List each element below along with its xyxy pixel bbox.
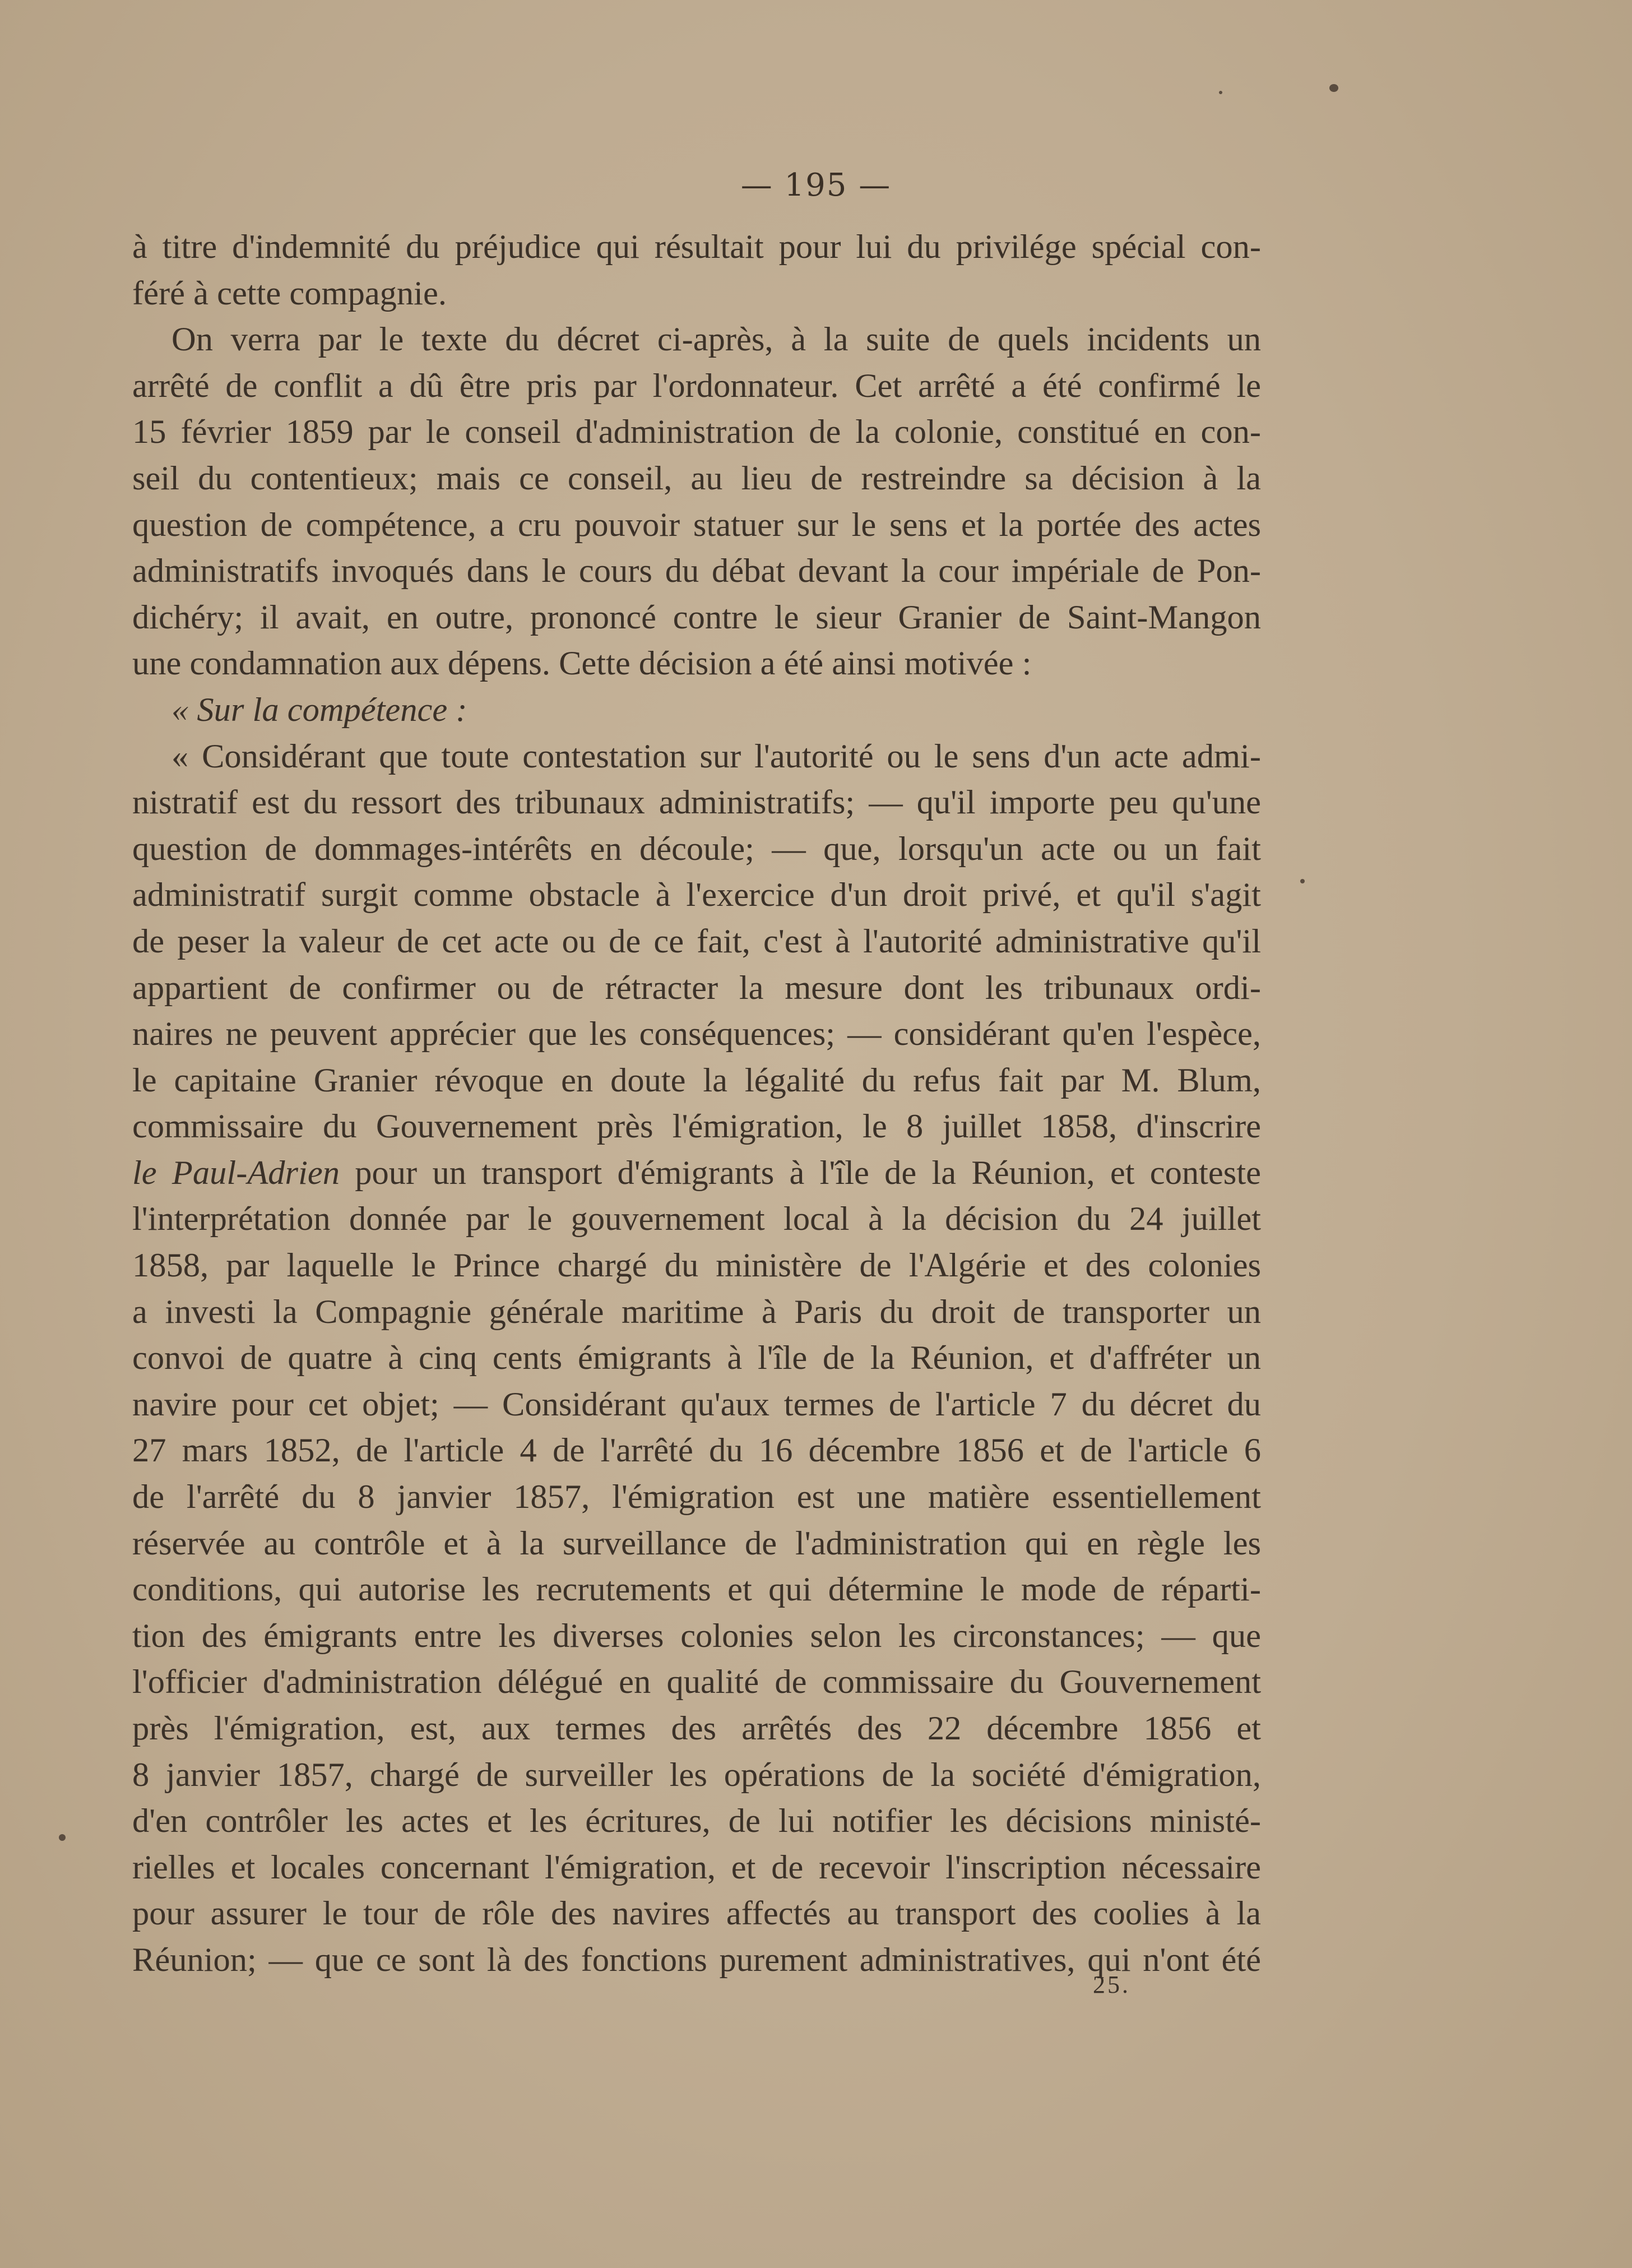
text-line: « Sur la compétence : bbox=[171, 691, 467, 729]
text-line: 15 février 1859 par le conseil d'administration de la colonie, constitué en con- bbox=[132, 413, 1261, 451]
text-line: On verra par le texte du décret ci-après, à la suite de quels incidents un bbox=[171, 321, 1261, 359]
text-line: près l'émigration, est, aux termes des arrêtés des 22 décembre 1856 et bbox=[132, 1710, 1261, 1747]
body-text bbox=[132, 224, 1261, 1984]
text-line: question de compétence, a cru pouvoir statuer sur le sens et la portée des actes bbox=[132, 506, 1261, 544]
text-line: question de dommages-intérêts en découle; — que, lorsqu'un acte ou un fait bbox=[132, 830, 1261, 868]
text-line: une condamnation aux dépens. Cette décision a été ainsi motivée : bbox=[132, 645, 1032, 683]
text-line: seil du contentieux; mais ce conseil, au lieu de restreindre sa décision à la bbox=[132, 459, 1261, 497]
text-line: l'officier d'administration délégué en qualité de commissaire du Gouvernement bbox=[132, 1663, 1261, 1701]
text-line: convoi de quatre à cinq cents émigrants à l'île de la Réunion, et d'affréter un bbox=[132, 1339, 1261, 1377]
text-line: de peser la valeur de cet acte ou de ce fait, c'est à l'autorité administrative qu'il bbox=[132, 922, 1261, 960]
text-line: 1858, par laquelle le Prince chargé du ministère de l'Algérie et des colonies bbox=[132, 1247, 1261, 1285]
text-line: conditions, qui autorise les recrutements et qui détermine le mode de réparti- bbox=[132, 1571, 1261, 1609]
text-line: le Paul-Adrien pour un transport d'émigrants à l'île de la Réunion, et conteste bbox=[132, 1154, 1261, 1192]
text-line: d'en contrôler les actes et les écritures, de lui notifier les décisions ministé- bbox=[132, 1802, 1261, 1840]
text-line: le capitaine Granier révoque en doute la légalité du refus fait par M. Blum, bbox=[132, 1061, 1261, 1099]
ink-speck bbox=[1329, 84, 1338, 92]
text-line: navire pour cet objet; — Considérant qu'aux termes de l'article 7 du décret du bbox=[132, 1385, 1261, 1423]
ink-speck bbox=[1300, 879, 1305, 883]
text-line: 8 janvier 1857, chargé de surveiller les opérations de la société d'émigration, bbox=[132, 1756, 1261, 1794]
text-line: commissaire du Gouvernement près l'émigration, le 8 juillet 1858, d'inscrire bbox=[132, 1108, 1261, 1146]
text-line: 27 mars 1852, de l'article 4 de l'arrêté du 16 décembre 1856 et de l'article 6 bbox=[132, 1432, 1261, 1470]
signature-mark: 25. bbox=[1093, 1971, 1130, 1998]
text-line: naires ne peuvent apprécier que les conséquences; — considérant qu'en l'espèce, bbox=[132, 1015, 1261, 1053]
text-line: appartient de confirmer ou de rétracter la mesure dont les tribunaux ordi- bbox=[132, 969, 1261, 1007]
ink-speck bbox=[59, 1834, 66, 1841]
text-line: administratif surgit comme obstacle à l'exercice d'un droit privé, et qu'il s'agit bbox=[132, 876, 1261, 914]
text-line: tion des émigrants entre les diverses colonies selon les circonstances; — que bbox=[132, 1617, 1261, 1655]
text-line: féré à cette compagnie. bbox=[132, 274, 447, 312]
ink-speck bbox=[1219, 91, 1222, 94]
text-line: pour assurer le tour de rôle des navires affectés au transport des coolies à la bbox=[132, 1895, 1261, 1933]
text-line: « Considérant que toute contestation sur l'autorité ou le sens d'un acte admi- bbox=[171, 737, 1261, 775]
ship-name: le Paul-Adrien bbox=[132, 1154, 340, 1192]
text-line: de l'arrêté du 8 janvier 1857, l'émigration est une matière essentiellement bbox=[132, 1478, 1261, 1516]
text-line: réservée au contrôle et à la surveillance de l'administration qui en règle les bbox=[132, 1524, 1261, 1562]
text-line: arrêté de conflit a dû être pris par l'ordonnateur. Cet arrêté a été confirmé le bbox=[132, 367, 1261, 405]
text-line: administratifs invoqués dans le cours du débat devant la cour impériale de Pon- bbox=[132, 552, 1261, 590]
text-line: nistratif est du ressort des tribunaux administratifs; — qu'il importe peu qu'une bbox=[132, 784, 1261, 822]
text-line: dichéry; il avait, en outre, prononcé contre le sieur Granier de Saint-Mangon bbox=[132, 598, 1261, 636]
text-line: Réunion; — que ce sont là des fonctions purement administratives, qui n'ont été bbox=[132, 1941, 1261, 1979]
page-number: — 195 — bbox=[740, 167, 892, 203]
text-line: à titre d'indemnité du préjudice qui résultait pour lui du privilége spécial con- bbox=[132, 228, 1261, 266]
text-line: l'interprétation donnée par le gouvernement local à la décision du 24 juillet bbox=[132, 1200, 1261, 1238]
text-line: rielles et locales concernant l'émigration, et de recevoir l'inscription nécessaire bbox=[132, 1848, 1261, 1886]
text-line: a investi la Compagnie générale maritime à Paris du droit de transporter un bbox=[132, 1293, 1261, 1331]
